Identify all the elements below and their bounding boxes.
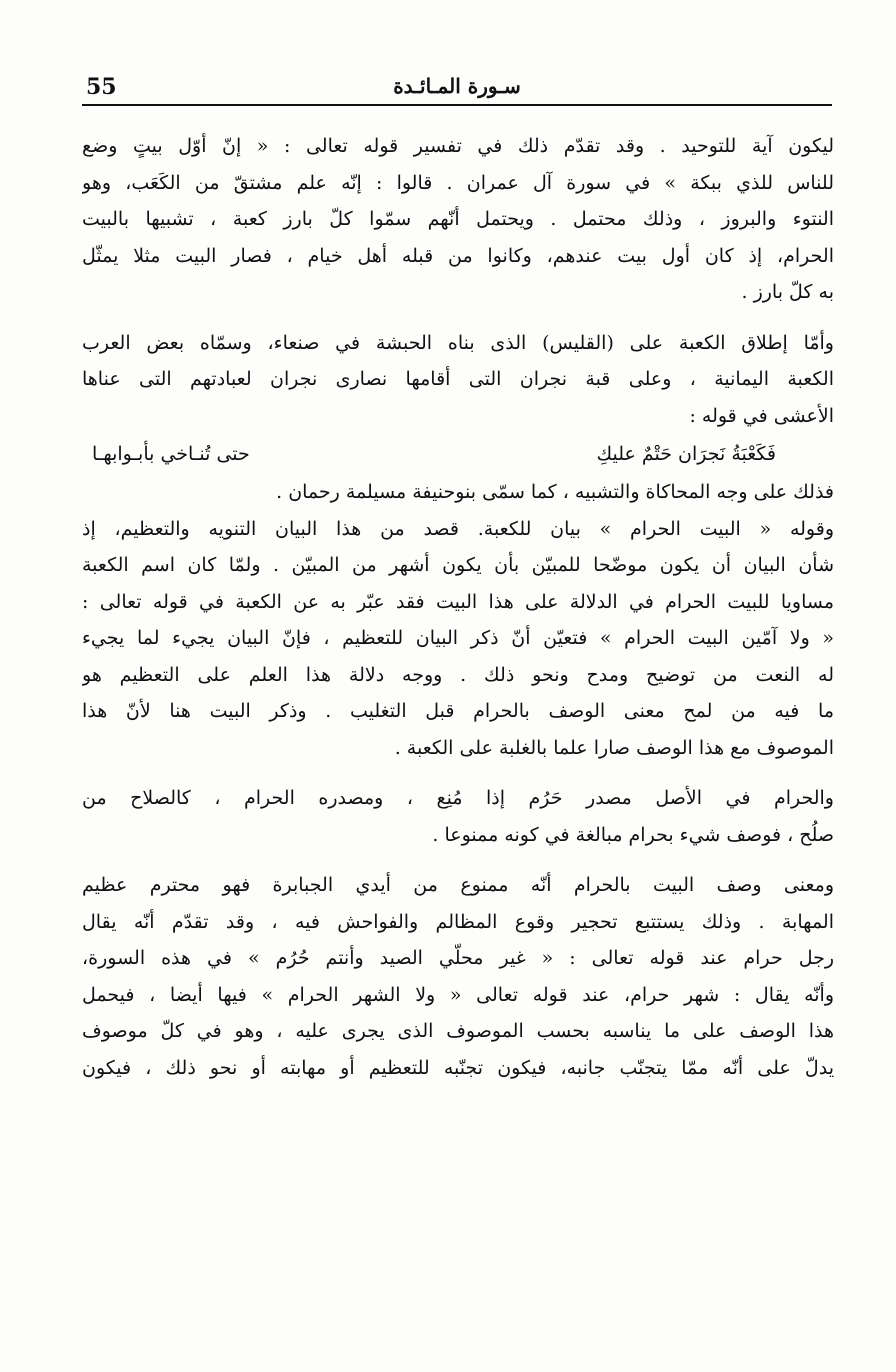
paragraph xyxy=(82,780,834,853)
text-line: شأن البيان أن يكون موضّحا للمبيّن بأن يكون أشهر من المبيّن . ولمّا كان اسم الكعبة xyxy=(82,554,834,576)
text-line: هذا الوصف على ما يناسبه بحسب الموصوف الذى يجرى عليه ، وهو في كلّ موصوف xyxy=(82,1020,834,1042)
text-line: للناس للذي ببكة » في سورة آل عمران . قالوا : إنّه علم مشتقّ من الكَعَب، وهو xyxy=(82,171,834,194)
text-line: ما فيه من لمح معنى الوصف بالحرام قبل التغليب . وذكر البيت هنا لأنّ هذا xyxy=(82,700,834,722)
text-line: الأعشى في قوله : xyxy=(689,404,834,427)
running-title: سـورة المـائـدة xyxy=(393,74,521,98)
body-text xyxy=(82,128,834,1086)
text-line: وأمّا إطلاق الكعبة على (القليس) الذى بناه الحبشة في صنعاء، وسمّاه بعض العرب xyxy=(82,331,834,354)
paragraph xyxy=(82,474,834,766)
page-header xyxy=(82,70,832,106)
text-line: به كلّ بارز . xyxy=(741,281,834,303)
text-line: له النعت من توضيح ومدح ونحو ذلك . ووجه دلالة هذا العلم على التعظيم هو xyxy=(82,663,834,686)
text-line: وأنّه يقال : شهر حرام، عند قوله تعالى « ولا الشهر الحرام » فيها أيضا ، فيحمل xyxy=(82,983,834,1006)
text-line: يدلّ على أنّه ممّا يتجنّب جانبه، فيكون تجنّبه للتعظيم أو مهابته أو نحو ذلك ، فيكون xyxy=(82,1056,834,1079)
verse-hemistich-second: حتى تُنـاخي بأبـوابهـا xyxy=(92,443,250,465)
text-line: مساويا للبيت الحرام في الدلالة على هذا البيت فقد عبّر به عن الكعبة في قوله تعالى : xyxy=(82,590,834,613)
verse-hemistich-first: فَكَعْبَةُ نَجرَان حَتْمٌ عليكِ xyxy=(596,443,776,465)
text-line: الموصوف مع هذا الوصف صارا علما بالغلبة على الكعبة . xyxy=(394,736,834,759)
text-line: الكعبة اليمانية ، وعلى قبة نجران التى أقامها نصارى نجران لعبادتهم التى عناها xyxy=(82,368,834,390)
text-line: فذلك على وجه المحاكاة والتشبيه ، كما سمّى بنوحنيفة مسيلمة رحمان . xyxy=(276,481,834,503)
page-number: 55 xyxy=(86,74,117,100)
text-line: رجل حرام عند قوله تعالى : « غير محلّي الصيد وأنتم حُرُم » في هذه السورة، xyxy=(82,947,834,969)
poetry-verse xyxy=(82,434,834,474)
paragraph xyxy=(82,867,834,1086)
paragraph xyxy=(82,128,834,311)
text-line: النتوء والبروز ، وذلك محتمل . ويحتمل أنّهم سمّوا كلّ بارز كعبة ، تشبيها بالبيت xyxy=(82,208,834,230)
paragraph xyxy=(82,325,834,435)
text-line: والحرام في الأصل مصدر حَرُم إذا مُنِع ، ومصدره الحرام ، كالصلاح من xyxy=(82,787,834,809)
text-line: صلُح ، فوصف شيء بحرام مبالغة في كونه ممنوعا . xyxy=(432,823,834,846)
text-line: ومعنى وصف البيت بالحرام أنّه ممنوع من أيدي الجبابرة فهو محترم عظيم xyxy=(82,874,834,896)
text-line: المهابة . وذلك يستتبع تحجير وقوع المظالم والفواحش فيه ، وقد تقدّم أنّه يقال xyxy=(82,910,834,933)
text-line: « ولا آمّين البيت الحرام » فتعيّن أنّ ذكر البيان للتعظيم ، فإنّ البيان يجيء لما يجيء xyxy=(82,627,834,649)
text-line: ليكون آية للتوحيد . وقد تقدّم ذلك في تفسير قوله تعالى : « إنّ أوّل بيتٍ وضع xyxy=(82,135,834,157)
text-line: الحرام، إذ كان أول بيت عندهم، وكانوا من قبله أهل خيام ، فصار البيت مثلا يمثّل xyxy=(82,244,834,267)
text-line: وقوله « البيت الحرام » بيان للكعبة. قصد من هذا البيان التنويه والتعظيم، إذ xyxy=(82,517,834,540)
